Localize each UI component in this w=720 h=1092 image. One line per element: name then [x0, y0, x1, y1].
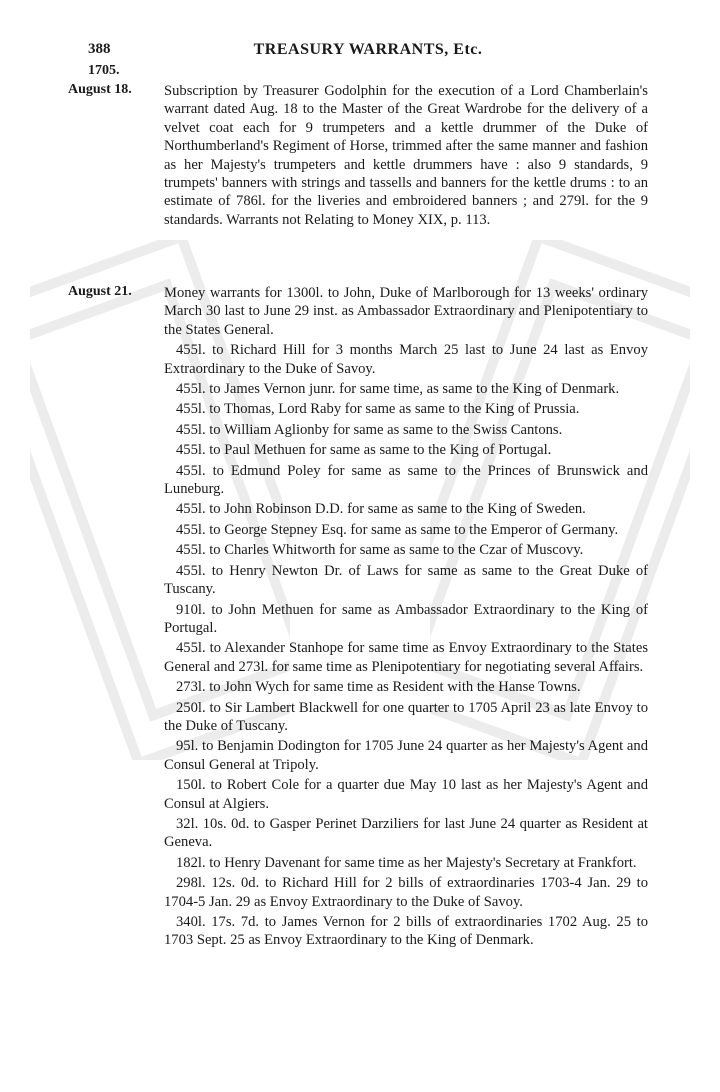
entry-paragraph: 455l. to Paul Methuen for same as same to the King of Portugal.: [176, 442, 552, 459]
entry-date: August 21.: [68, 284, 132, 299]
entry-paragraph: 455l. to Charles Whitworth for same as same to the Czar of Muscovy.: [176, 542, 584, 559]
entry-paragraph: 273l. to John Wych for same time as Resident with the Hanse Towns.: [176, 679, 581, 696]
entry-paragraph: 455l. to Edmund Poley for same as same to the Princes of Brunswick and Luneburg.: [164, 462, 648, 498]
entry-paragraph: 95l. to Benjamin Dodington for 1705 June 24 quarter as her Majesty's Agent and Consul General at Tripoly.: [164, 738, 648, 773]
entry-paragraph: 910l. to John Methuen for same as Ambassador Extraordinary to the King of Portugal.: [164, 601, 648, 636]
entry-paragraph: 298l. 12s. 0d. to Richard Hill for 2 bills of extraordinaries 1703-4 Jan. 29 to 1704-5 Jan. 29 as Envoy Extraordinary to the Duke of Savoy.: [164, 875, 648, 910]
warrant-entry: [68, 284, 648, 950]
page-number: 388: [88, 41, 111, 57]
entry-paragraph: 455l. to George Stepney Esq. for same as same to the Emperor of Germany.: [176, 521, 619, 538]
entry-paragraph: 455l. to Alexander Stanhope for same time as Envoy Extraordinary to the States General and 273l. for same time as Plenipotentiary for negotiating several Affairs.: [164, 640, 648, 675]
entry-date: August 18.: [68, 82, 132, 97]
entry-paragraph: 340l. 17s. 7d. to James Vernon for 2 bills of extraordinaries 1702 Aug. 25 to 1703 Sept. 25 as Envoy Extraordinary to the King of Denmark.: [164, 914, 648, 949]
entry-paragraph: 455l. to John Robinson D.D. for same as same to the King of Sweden.: [176, 501, 586, 518]
entry-body: [164, 82, 648, 229]
entry-paragraph: Subscription by Treasurer Godolphin for the execution of a Lord Chamberlain's warrant dated Aug. 18 to the Master of the Great Wardrobe for the delivery of a velvet coat each for 9 trumpeters and a kettle drummer of the Duke of Northumberland's Regiment of Horse, trimmed after the same manner and fashion as her Majesty's trumpeters and kettle drummers have : also 9 standards, 9 trumpets' banners with strings and tassells and banners for the kettle drums : to an estimate of 786l. for the liveries and embroidered banners ; and 279l. for the 9 standards. Warrants not Relating to Money XIX, p. 113.: [164, 83, 648, 228]
entry-body: [164, 284, 648, 950]
entry-paragraph: 32l. 10s. 0d. to Gasper Perinet Darziliers for last June 24 quarter as Resident at Geneva.: [164, 815, 648, 851]
entry-paragraph: 455l. to Henry Newton Dr. of Laws for same as same to the Great Duke of Tuscany.: [164, 562, 648, 598]
entry-paragraph: 455l. to James Vernon junr. for same time, as same to the King of Denmark.: [176, 381, 620, 398]
entry-paragraph: 455l. to Richard Hill for 3 months March 25 last to June 24 last as Envoy Extraordinary to the Duke of Savoy.: [164, 342, 648, 377]
entry-paragraph: 455l. to Thomas, Lord Raby for same as same to the King of Prussia.: [176, 401, 580, 418]
entry-paragraph: 455l. to William Aglionby for same as same to the Swiss Cantons.: [176, 421, 563, 438]
year-marker: 1705.: [88, 63, 120, 78]
entry-paragraph: 250l. to Sir Lambert Blackwell for one quarter to 1705 April 23 as late Envoy to the Duke of Tuscany.: [164, 699, 648, 734]
entry-paragraph: 182l. to Henry Davenant for same time as her Majesty's Secretary at Frankfort.: [176, 854, 637, 871]
page-header: [88, 41, 648, 65]
entry-paragraph: 150l. to Robert Cole for a quarter due May 10 last as her Majesty's Agent and Consul at Algiers.: [164, 777, 648, 812]
running-title: TREASURY WARRANTS, Etc.: [253, 41, 483, 58]
entry-paragraph: Money warrants for 1300l. to John, Duke of Marlborough for 13 weeks' ordinary March 30 last to June 29 inst. as Ambassador Extraordinary and Plenipotentiary to the States General.: [164, 285, 648, 338]
warrant-entry: [68, 82, 648, 229]
